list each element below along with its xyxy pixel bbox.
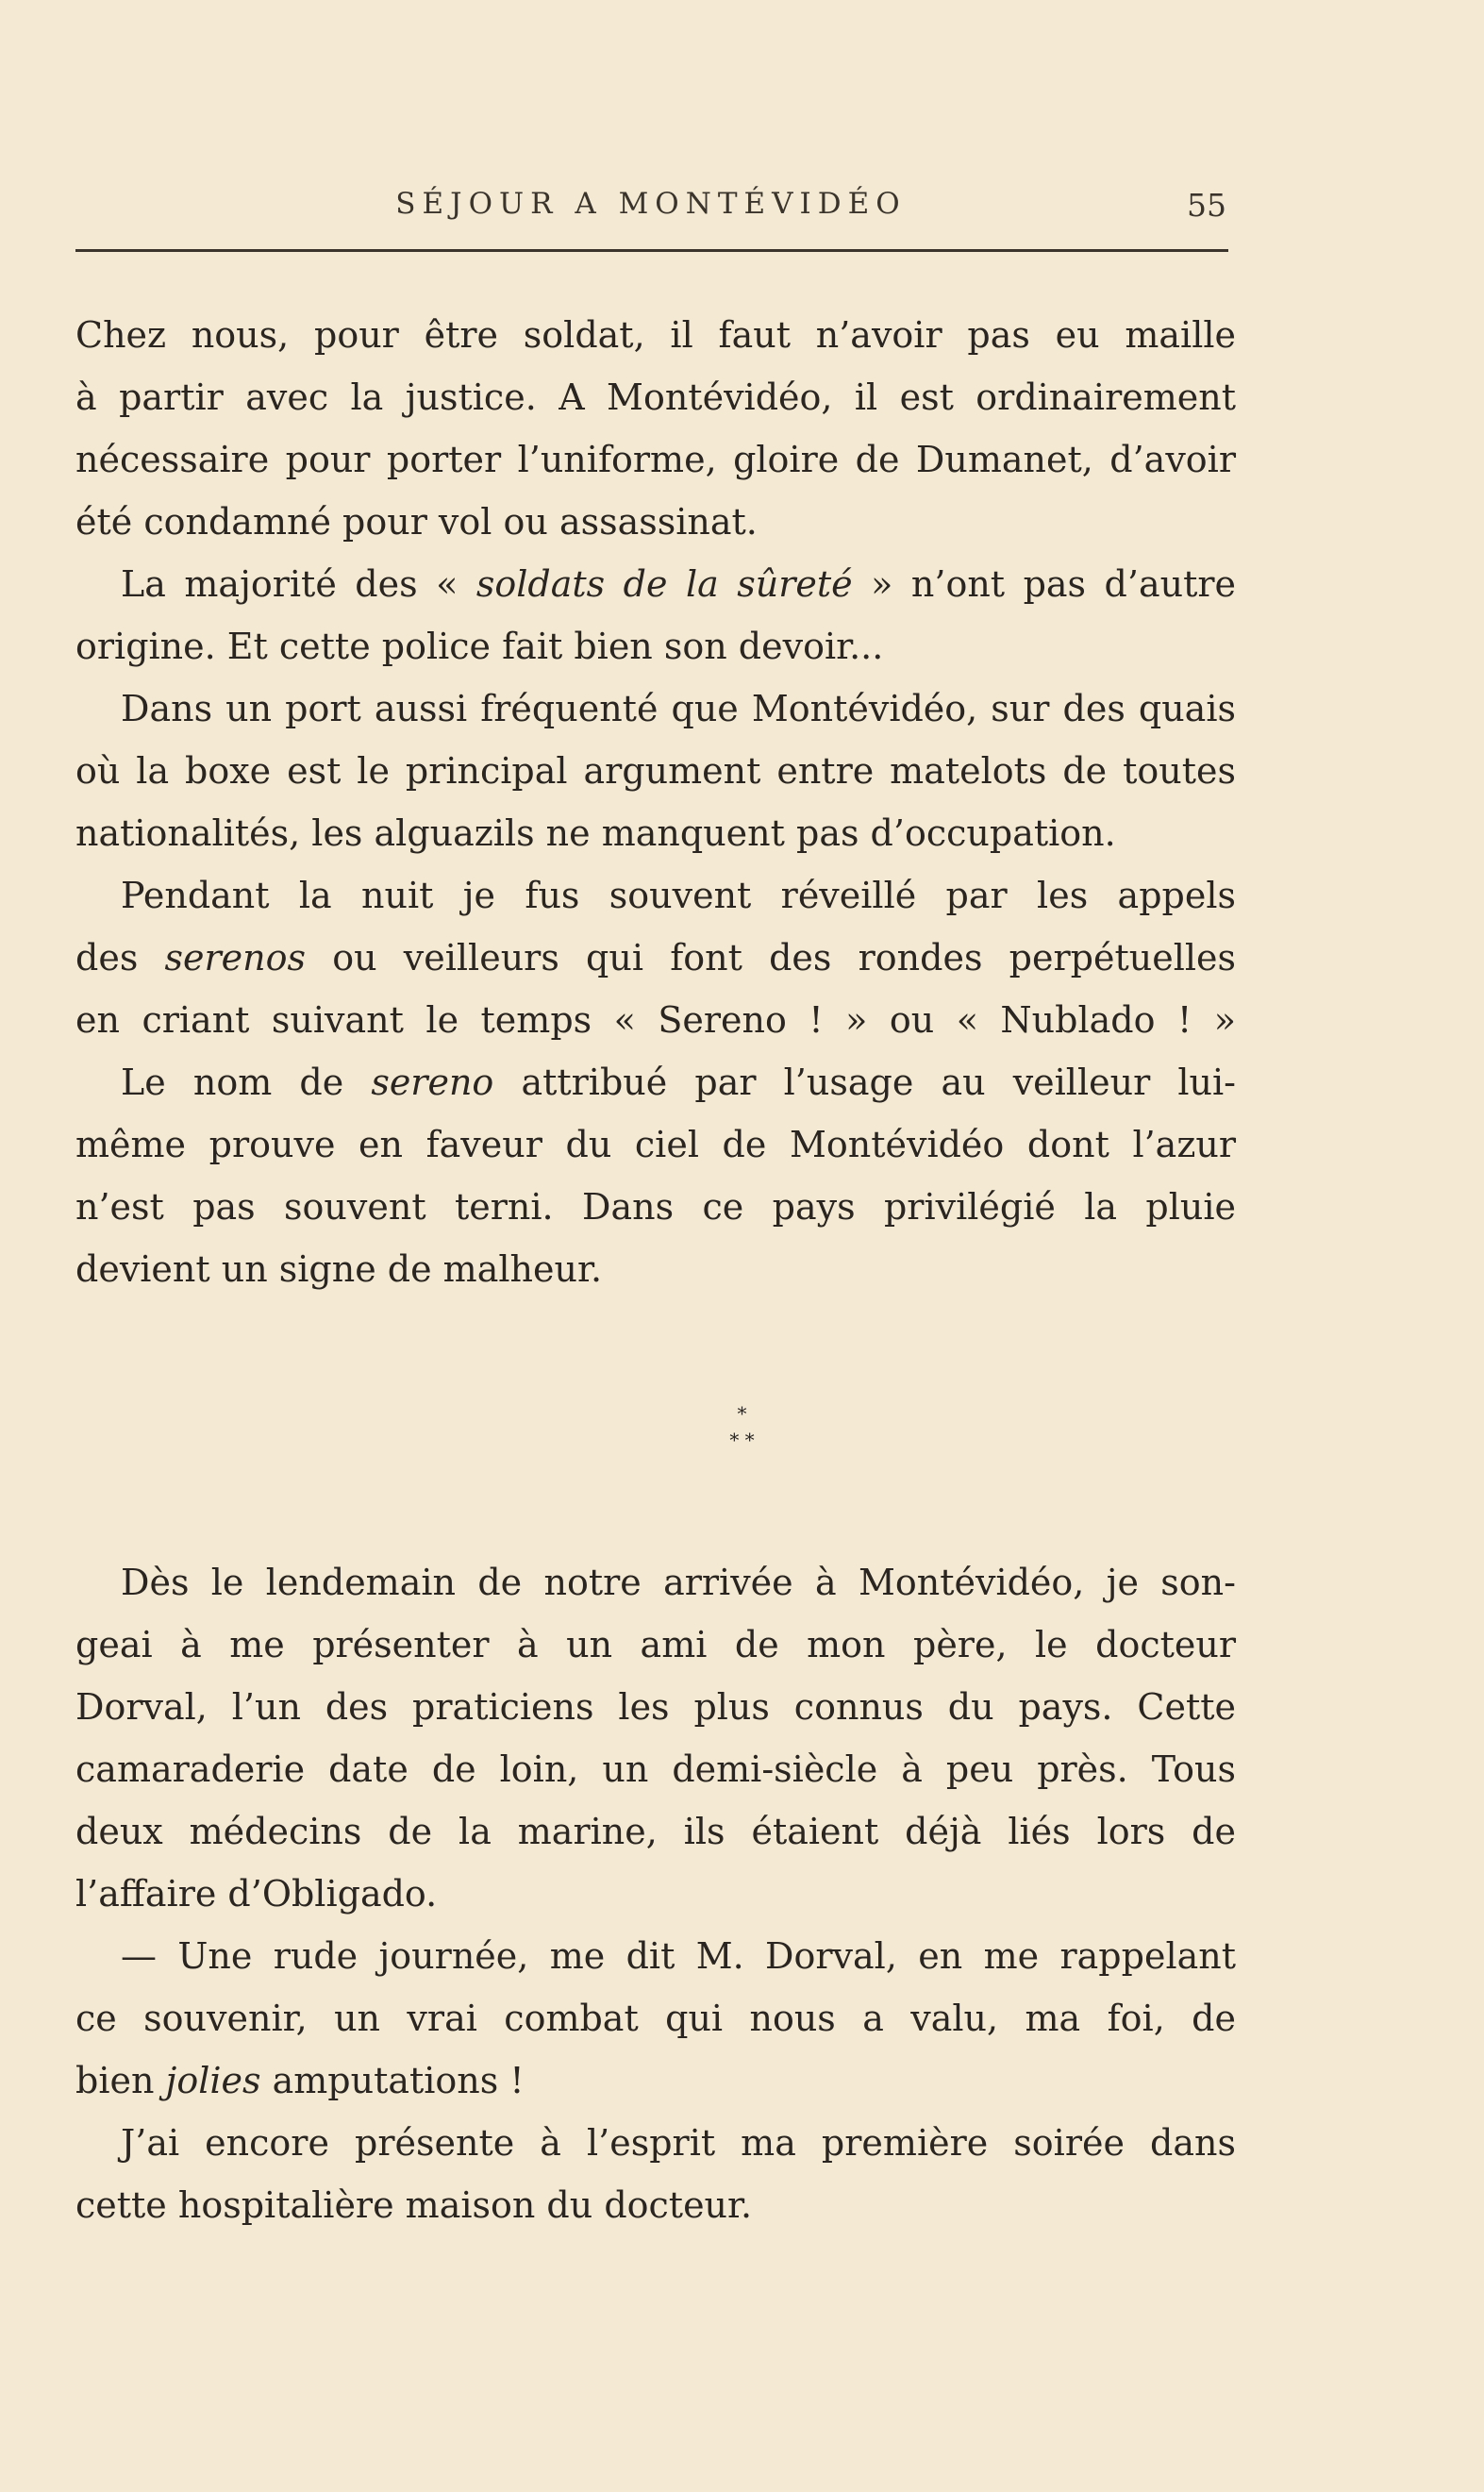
text-line: n’est pas souvent terni. Dans ce pays privilégié la pluie [75,1186,1236,1228]
text-line: devient un signe de malheur. [75,1248,603,1290]
header-rule [75,249,1228,252]
text-line: où la boxe est le principal argument entre matelots de toutes [75,750,1236,792]
text-line: La majorité des « soldats de la sûreté » n’ont pas d’autre [121,563,1236,605]
text-line: été condamné pour vol ou assassinat. [75,501,758,543]
section-1-text [75,304,1236,1300]
page-header [75,187,1226,234]
text-line: à partir avec la justice. A Montévidéo, il est ordinairement [75,376,1236,418]
text-line: cette hospitalière maison du docteur. [75,2184,753,2226]
text-line: J’ai encore présente à l’esprit ma première soirée dans [121,2122,1236,2164]
page-number: 55 [1187,187,1226,224]
section-2-text [75,1551,1236,2236]
text-line: geai à me présenter à un ami de mon père, le docteur [75,1624,1236,1665]
running-title: SÉJOUR A MONTÉVIDÉO [395,187,907,221]
text-line: Pendant la nuit je fus souvent réveillé par les appels [121,875,1236,916]
text-line: nécessaire pour porter l’uniforme, gloire de Dumanet, d’avoir [75,439,1236,480]
text-line: l’affaire d’Obligado. [75,1873,438,1915]
text-line: camaraderie date de loin, un demi-siècle à peu près. Tous [75,1748,1236,1790]
text-line: bien jolies amputations ! [75,2060,525,2101]
asterism-top: * [737,1402,747,1425]
text-line: Dès le lendemain de notre arrivée à Montévidéo, je son- [121,1562,1236,1603]
text-line: même prouve en faveur du ciel de Montévidéo dont l’azur [75,1124,1236,1165]
text-line: Dans un port aussi fréquenté que Montévidéo, sur des quais [121,688,1236,729]
text-line: — Une rude journée, me dit M. Dorval, en me rappelant [121,1935,1236,1977]
asterism-bottom: * * [729,1429,755,1451]
text-line: deux médecins de la marine, ils étaient déjà liés lors de [75,1811,1236,1852]
text-line: origine. Et cette police fait bien son devoir... [75,626,884,667]
text-line: ce souvenir, un vrai combat qui nous a valu, ma foi, de [75,1998,1236,2039]
text-line: Le nom de sereno attribué par l’usage au veilleur lui- [121,1062,1236,1103]
text-line: des serenos ou veilleurs qui font des rondes perpétuelles [75,937,1236,978]
text-line: nationalités, les alguazils ne manquent pas d’occupation. [75,812,1116,854]
section-break-asterism [0,1400,1484,1457]
text-line: Dorval, l’un des praticiens les plus connus du pays. Cette [75,1686,1236,1728]
text-line: Chez nous, pour être soldat, il faut n’avoir pas eu maille [75,314,1236,356]
text-line: en criant suivant le temps « Sereno ! » ou « Nublado ! » [75,999,1236,1041]
